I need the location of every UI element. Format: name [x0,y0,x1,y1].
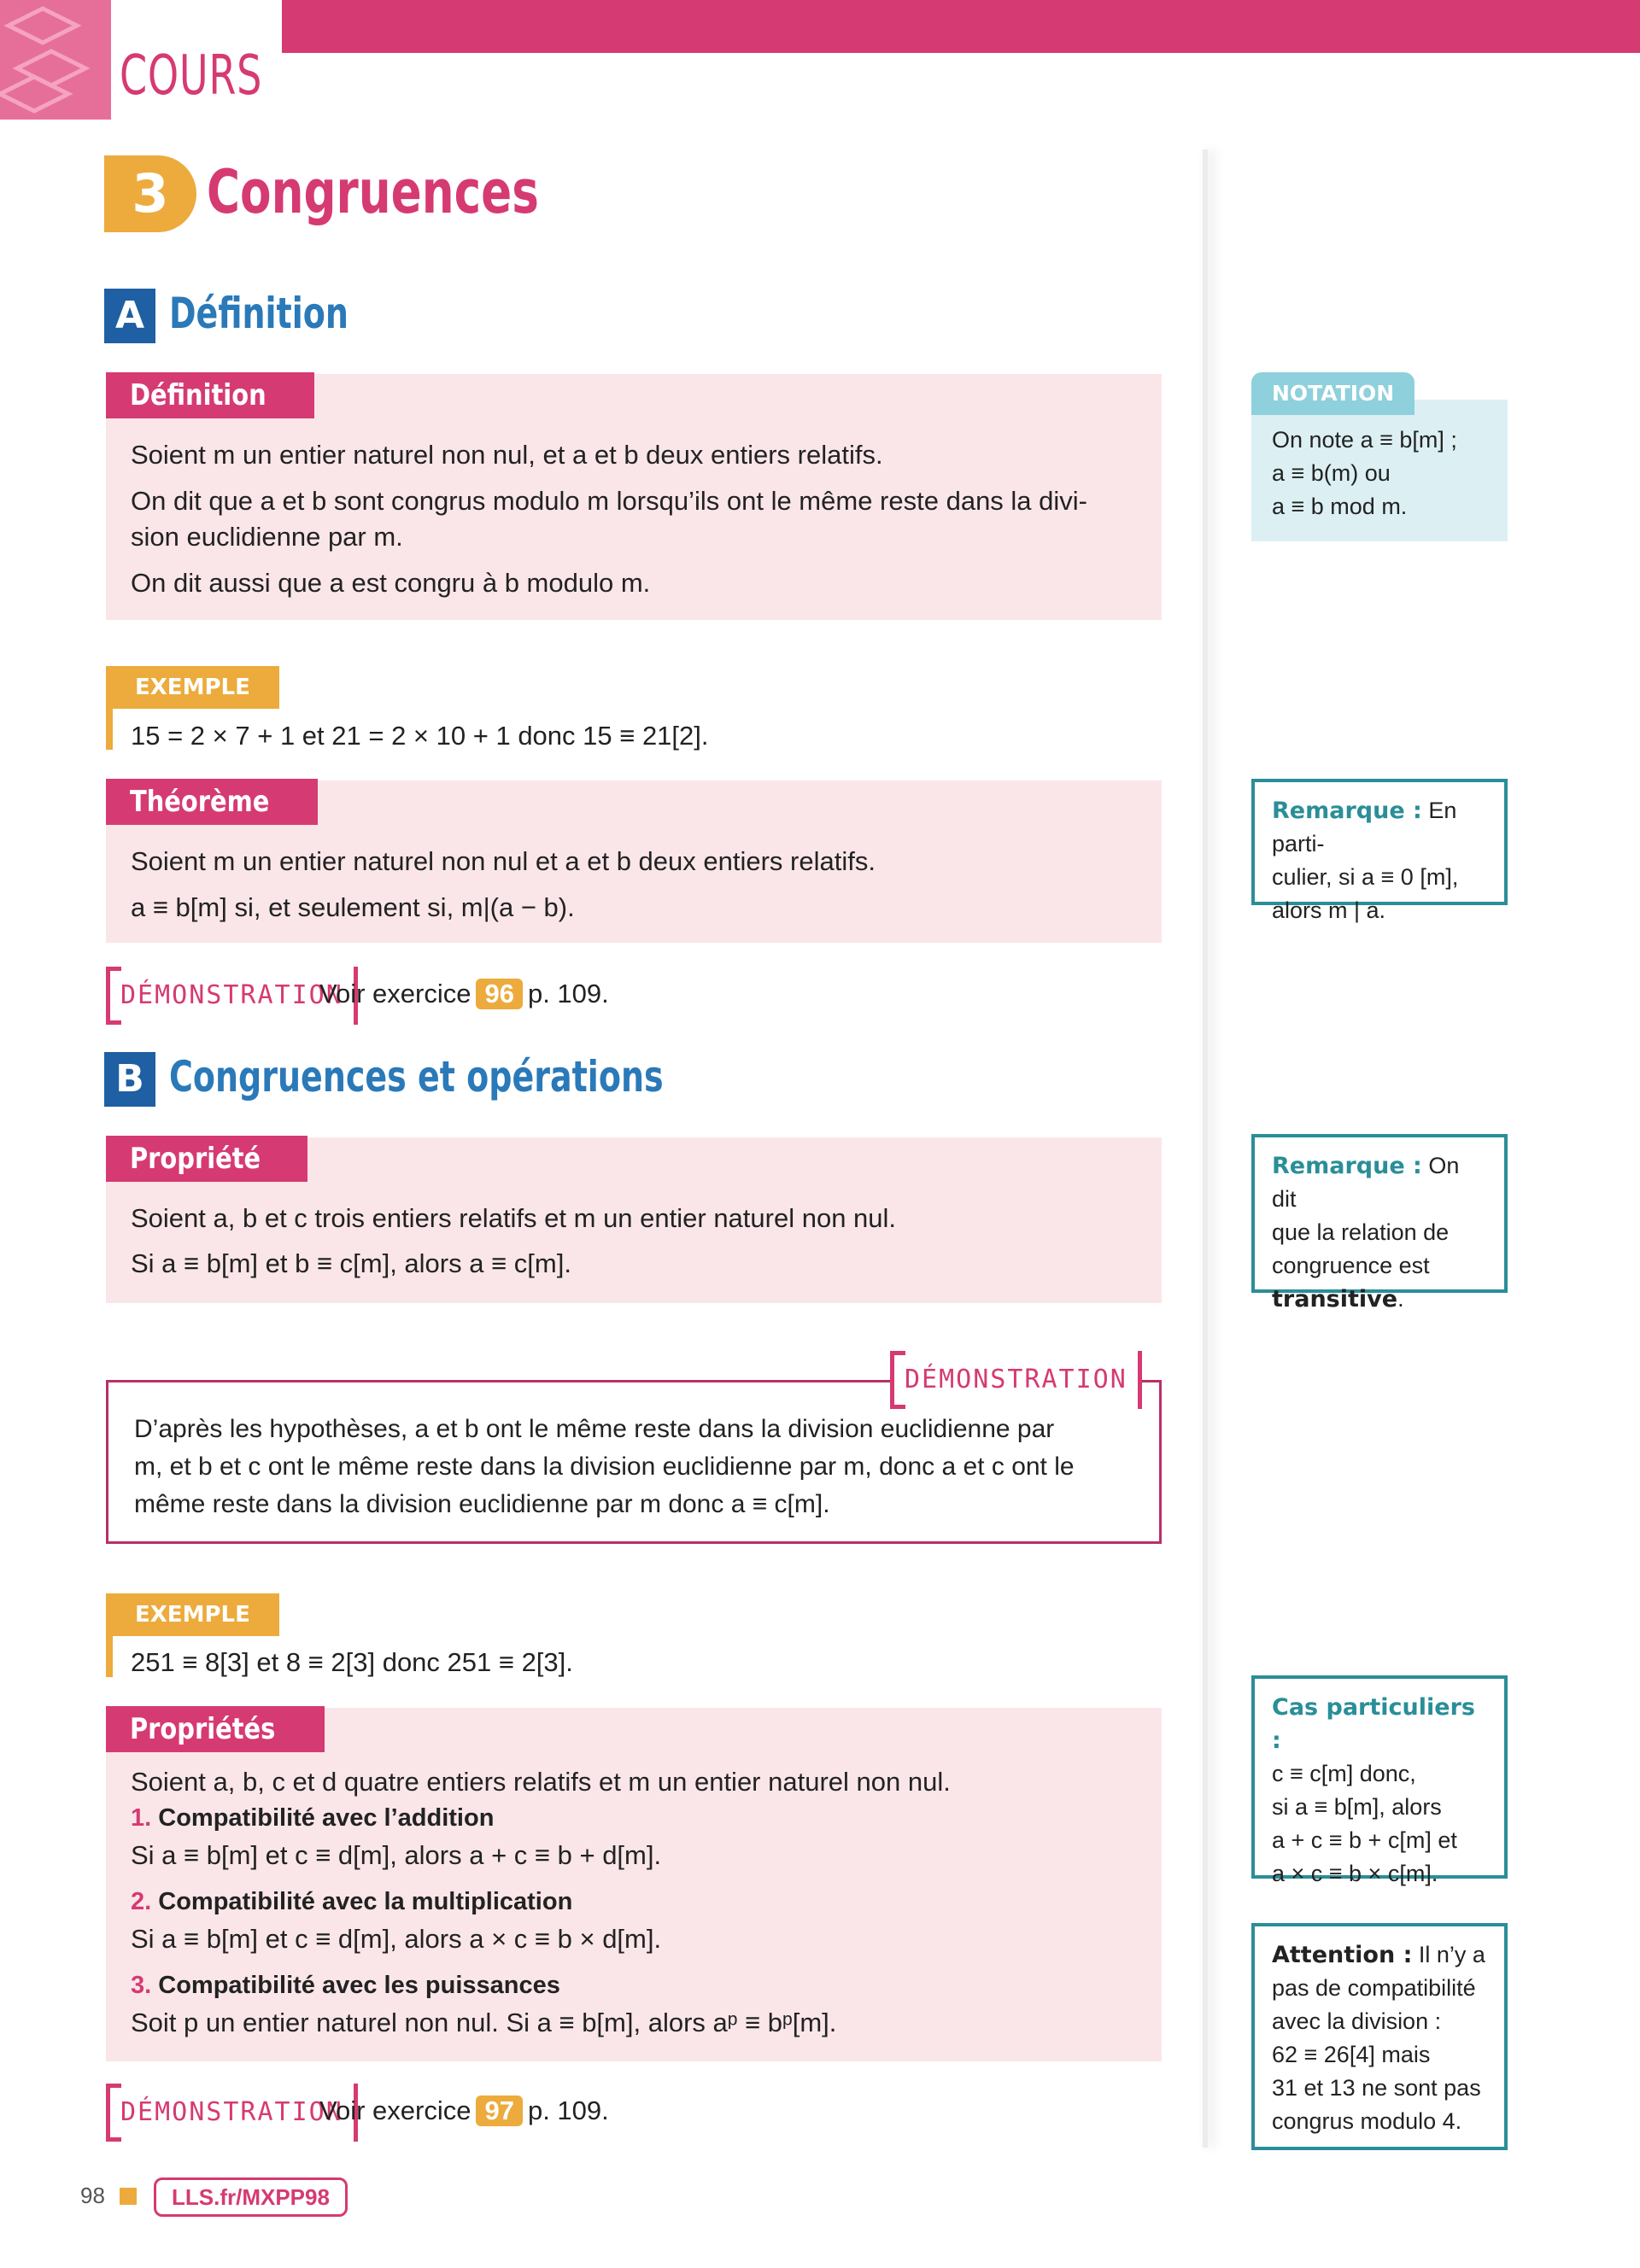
column-divider [1203,149,1208,2148]
remark-2-end: . [1397,1286,1404,1312]
warning-line: 31 et 13 ne sont pas [1272,2075,1481,2101]
remark-2-line: congruence est [1272,1253,1430,1278]
remark-2-line: On dit [1272,1153,1460,1212]
remark-1-title: Remarque : [1272,798,1422,824]
demonstration-tag-1: DÉMONSTRATION [106,967,358,1025]
theorem-label: Théorème [106,779,318,825]
definition-line-2: On dit que a et b sont congrus modulo m lorsqu’ils ont le même reste dans la divi- [131,486,1087,516]
remark-2-bold: transitive [1272,1286,1398,1312]
section-label: COURS [120,44,263,108]
footer-square [120,2188,137,2205]
property-item-1-text: Si a ≡ b[m] et c ≡ d[m], alors a + c ≡ b + d[m]. [131,1840,662,1870]
warning-line: avec la division : [1272,2008,1442,2034]
property-line-2: Si a ≡ b[m] et b ≡ c[m], alors a ≡ c[m]. [131,1248,571,1278]
warning-line: 62 ≡ 26[4] mais [1272,2042,1431,2067]
property-item-2-text: Si a ≡ b[m] et c ≡ d[m], alors a × c ≡ b × d[m]. [131,1924,662,1954]
notation-line-1: On note a ≡ b[m] ; [1272,427,1457,453]
definition-line-4: On dit aussi que a est congru à b modulo m. [131,568,651,598]
demonstration-ref-1[interactable] [319,979,609,1009]
special-line: c ≡ c[m] donc, [1272,1761,1416,1786]
theorem-line-1: Soient m un entier naturel non nul et a et b deux entiers relatifs. [131,846,876,876]
properties-label: Propriétés [106,1706,325,1752]
property-label: Propriété [106,1136,308,1182]
definition-line-3: sion euclidienne par m. [131,522,403,552]
notation-line-2: a ≡ b(m) ou [1272,460,1391,486]
remark-box-1 [1251,779,1508,923]
remark-1-line: En parti- [1272,798,1457,856]
warning-line: congrus modulo 4. [1272,2108,1462,2134]
special-line: a × c ≡ b × c[m]. [1272,1861,1438,1886]
remark-2-line: que la relation de [1272,1219,1450,1245]
special-cases-box [1251,1675,1508,1886]
remark-1-line: alors m | a. [1272,897,1386,923]
section-b-badge: B [104,1052,155,1107]
page-number: 98 [80,2183,105,2208]
warning-line: pas de compatibilité [1272,1975,1476,2001]
exercise-96-link[interactable]: 96 [476,979,522,1009]
notation-text [1251,418,1478,529]
demo-2-page: p. 109. [527,2096,609,2125]
header-bar [282,0,1640,53]
special-line: a + c ≡ b + c[m] et [1272,1827,1457,1853]
exercise-97-link[interactable]: 97 [476,2096,522,2126]
warning-title: Attention : [1272,1942,1413,1968]
warning-line: Il n’y a [1412,1942,1485,1967]
theorem-line-2: a ≡ b[m] si, et seulement si, m|(a − b). [131,892,575,922]
property-item-1-title: 1. Compatibilité avec l’addition [131,1804,495,1832]
special-cases-title: Cas particuliers : [1272,1694,1475,1754]
remark-box-2 [1251,1134,1508,1312]
property-item-2-title: 2. Compatibilité avec la multiplication [131,1888,573,1915]
demo-line-2: m, et b et c ont le même reste dans la division euclidienne par m, donc a et c ont le [134,1453,1075,1481]
resource-link[interactable]: LLS.fr/MXPP98 [154,2177,348,2217]
chapter-title: Congruences [207,157,539,227]
property-item-3-text: Soit p un entier naturel non nul. Si a ≡ b[m], alors aᵖ ≡ bᵖ[m]. [131,2008,837,2037]
example-2-label: EXEMPLE [106,1593,279,1636]
properties-intro: Soient a, b, c et d quatre entiers relatifs et m un entier naturel non nul. [131,1767,951,1797]
example-2-text: 251 ≡ 8[3] et 8 ≡ 2[3] donc 251 ≡ 2[3]. [131,1647,573,1677]
notation-label: NOTATION [1251,372,1414,415]
example-1-label: EXEMPLE [106,666,279,709]
demo-line-1: D’après les hypothèses, a et b ont le même reste dans la division euclidienne par [134,1415,1055,1443]
notation-line-3: a ≡ b mod m. [1272,494,1408,519]
definition-label: Définition [106,372,314,418]
section-a-title: Définition [169,289,348,338]
chapter-number: 3 [104,155,196,232]
property-item-3-title: 3. Compatibilité avec les puissances [131,1972,560,1999]
warning-box [1251,1923,1508,2150]
demonstration-tag-3: DÉMONSTRATION [106,2084,358,2142]
demo-1-page: p. 109. [527,979,609,1008]
demo-1-text: Voir exercice [319,979,472,1008]
property-line-1: Soient a, b et c trois entiers relatifs et m un entier naturel non nul. [131,1203,897,1233]
remark-1-line: culier, si a ≡ 0 [m], [1272,864,1459,890]
demonstration-tag-2: DÉMONSTRATION [890,1351,1142,1409]
corner-decoration [0,0,111,120]
example-1-bar [106,666,113,750]
section-b-title: Congruences et opérations [169,1052,664,1102]
demonstration-ref-2[interactable] [319,2096,609,2126]
demo-2-text: Voir exercice [319,2096,472,2125]
definition-line-1: Soient m un entier naturel non nul, et a et b deux entiers relatifs. [131,440,883,470]
demo-line-3: même reste dans la division euclidienne par m donc a ≡ c[m]. [134,1490,830,1518]
example-1-text: 15 = 2 × 7 + 1 et 21 = 2 × 10 + 1 donc 15 ≡ 21[2]. [131,721,709,751]
section-a-badge: A [104,289,155,343]
special-line: si a ≡ b[m], alors [1272,1794,1442,1820]
remark-2-title: Remarque : [1272,1153,1422,1179]
example-2-bar [106,1593,113,1677]
